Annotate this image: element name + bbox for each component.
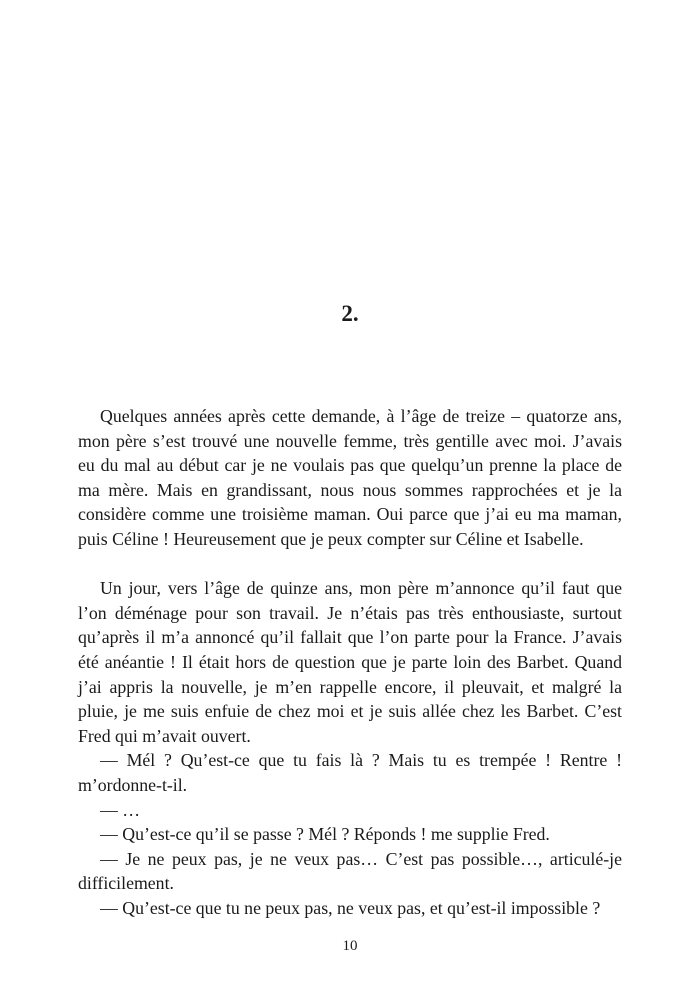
dialogue-line: — Mél ? Qu’est-ce que tu fais là ? Mais tu es trempée ! Rentre ! m’ordonne-t-il. — [78, 750, 622, 795]
paragraph: Un jour, vers l’âge de quinze ans, mon père m’annonce qu’il faut que l’on déménage pour son travail. Je n’étais pas très enthousiaste, surtout qu’après il m’a annoncé qu’il fallait que l’on parte pour la France. J’avais été anéantie ! Il était hors de question que je parte loin des Barbet. Quand j’ai appris la nouvelle, je m’en rappelle encore, il pleuvait, et malgré la pluie, je me suis enfuie de chez moi et je suis allée chez les Barbet. C’est Fred qui m’avait ouvert. — [78, 578, 622, 746]
dialogue-line: — … — [100, 799, 141, 820]
dialogue-line: — Je ne peux pas, je ne veux pas… C’est pas possible…, articulé-je difficilement. — [78, 848, 622, 894]
page-number: 10 — [342, 938, 358, 954]
chapter-title: 2. — [341, 301, 359, 326]
dialogue-line: — Qu’est-ce qu’il se passe ? Mél ? Réponds ! me supplie Fred. — [100, 824, 550, 845]
dialogue-line: — Qu’est-ce que tu ne peux pas, ne veux pas, et qu’est-il impossible ? — [100, 897, 601, 918]
chapter-body — [78, 404, 622, 920]
paragraph: Quelques années après cette demande, à l’âge de treize – quatorze ans, mon père s’est trouvé une nouvelle femme, très gentille avec moi. J’avais eu du mal au début car je ne voulais pas que quelqu’un prenne la place de ma mère. Mais en grandissant, nous nous sommes rapprochées et je la considère comme une troisième maman. Oui parce que j’ai eu ma maman, puis Céline ! Heureusement que je peux compter sur Céline et Isabelle. — [78, 406, 622, 549]
